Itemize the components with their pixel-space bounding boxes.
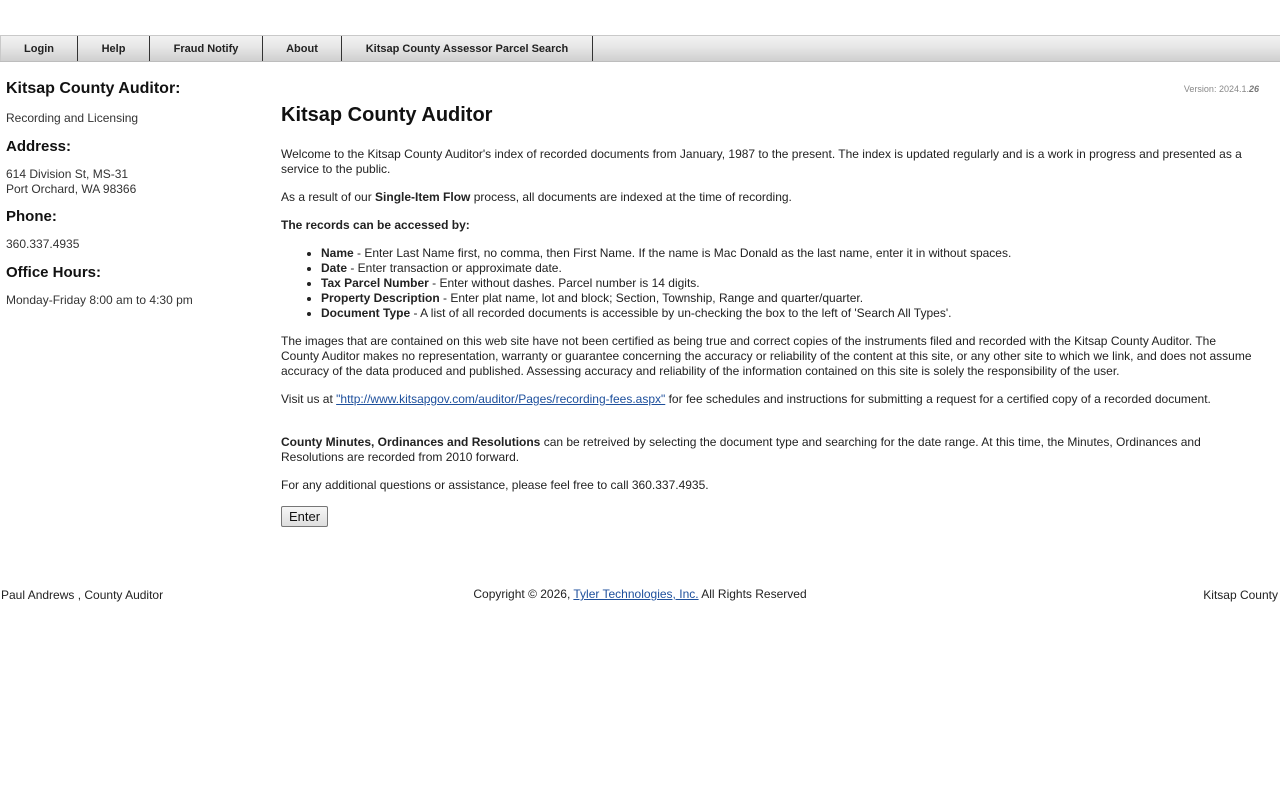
list-item [321,291,1256,306]
desc: - A list of all recorded documents is accessible by un-checking the box to the left of 'Search All Types'. [410,306,952,320]
access-list [281,246,1256,321]
fees-paragraph [281,392,1256,407]
desc: - Enter transaction or approximate date. [347,261,562,275]
single-item-flow-paragraph [281,190,1256,205]
footer-copyright [0,587,1280,601]
address-line-2: Port Orchard, WA 98366 [6,182,137,196]
term: Date [321,261,348,275]
recording-fees-link[interactable]: "http://www.kitsapgov.com/auditor/Pages/recording-fees.aspx" [336,392,666,406]
office-hours: Monday-Friday 8:00 am to 4:30 pm [6,293,193,307]
nav-login[interactable]: Login [0,36,78,61]
main-content [281,103,1256,527]
copyright-prefix: Copyright © 2026, [473,587,574,601]
desc: - Enter plat name, lot and block; Section, Township, Range and quarter/quarter. [439,291,864,305]
footer-county: Kitsap County [1203,588,1278,602]
welcome-paragraph: Welcome to the Kitsap County Auditor's index of recorded documents from January, 1987 to the present. The index is updated regularly and is a work in progress and presented as a service to the public. [281,147,1242,176]
office-hours-label: Office Hours: [6,264,102,281]
access-heading [281,218,1256,233]
enter-button[interactable]: Enter [281,506,328,527]
flow-bold: Single-Item Flow [375,190,471,204]
nav-assessor-parcel-search[interactable]: Kitsap County Assessor Parcel Search [342,36,593,61]
contact-sidebar [6,78,266,308]
list-item [321,261,1256,276]
version-label [1184,84,1259,94]
term: Tax Parcel Number [321,276,429,290]
phone-label: Phone: [6,208,57,225]
minutes-text: can be retreived by selecting the document type and searching for the date range. At this time, the Minutes, Ordinances and Resolutions are recorded from 2010 forward. [281,435,1201,464]
copyright-suffix: All Rights Reserved [698,587,807,601]
desc: - Enter Last Name first, no comma, then First Name. If the name is Mac Donald as the last name, enter it in without spaces. [353,246,1012,260]
term: Property Description [321,291,440,305]
flow-prefix: As a result of our [281,190,376,204]
address-label: Address: [6,138,72,155]
phone-number: 360.337.4935 [6,237,80,251]
visit-suffix: for fee schedules and instructions for submitting a request for a certified copy of a recorded document. [665,392,1211,406]
minutes-bold: County Minutes, Ordinances and Resolutions [281,435,541,449]
sidebar-subtitle: Recording and Licensing [6,111,139,125]
term: Name [321,246,354,260]
tyler-technologies-link[interactable]: Tyler Technologies, Inc. [573,587,699,601]
page-title: Kitsap County Auditor [281,104,493,126]
version-prefix: Version: 2024.1. [1183,84,1249,94]
address-line-1: 614 Division St, MS-31 [6,167,129,181]
disclaimer-paragraph: The images that are contained on this web site have not been certified as being true and correct copies of the instruments filed and recorded with the Kitsap County Auditor. The County Auditor makes no representation, warranty or guarantee concerning the accuracy or reliability of the content at this site, or any other site to which we link, and does not assume accuracy of the data produced and published. Assessing accuracy and reliability of the information contained on this site is solely the responsibility of the user. [281,334,1252,378]
list-item [321,276,1256,291]
minutes-paragraph [281,435,1256,465]
nav-fraud-notify[interactable]: Fraud Notify [150,36,263,61]
desc: - Enter without dashes. Parcel number is 14 digits. [428,276,700,290]
page-footer [0,587,1280,605]
list-item [321,306,1256,321]
version-build: 26 [1248,84,1259,94]
nav-help[interactable]: Help [78,36,150,61]
list-item [321,246,1256,261]
access-heading-text: The records can be accessed by: [281,218,470,232]
questions-paragraph: For any additional questions or assistance, please feel free to call 360.337.4935. [281,478,709,492]
nav-about[interactable]: About [263,36,342,61]
top-navigation-bar [0,35,1280,62]
visit-prefix: Visit us at [281,392,337,406]
term: Document Type [321,306,411,320]
footer-auditor-name: Paul Andrews , County Auditor [1,588,164,602]
flow-suffix: process, all documents are indexed at the time of recording. [470,190,792,204]
sidebar-title: Kitsap County Auditor: [6,80,181,97]
